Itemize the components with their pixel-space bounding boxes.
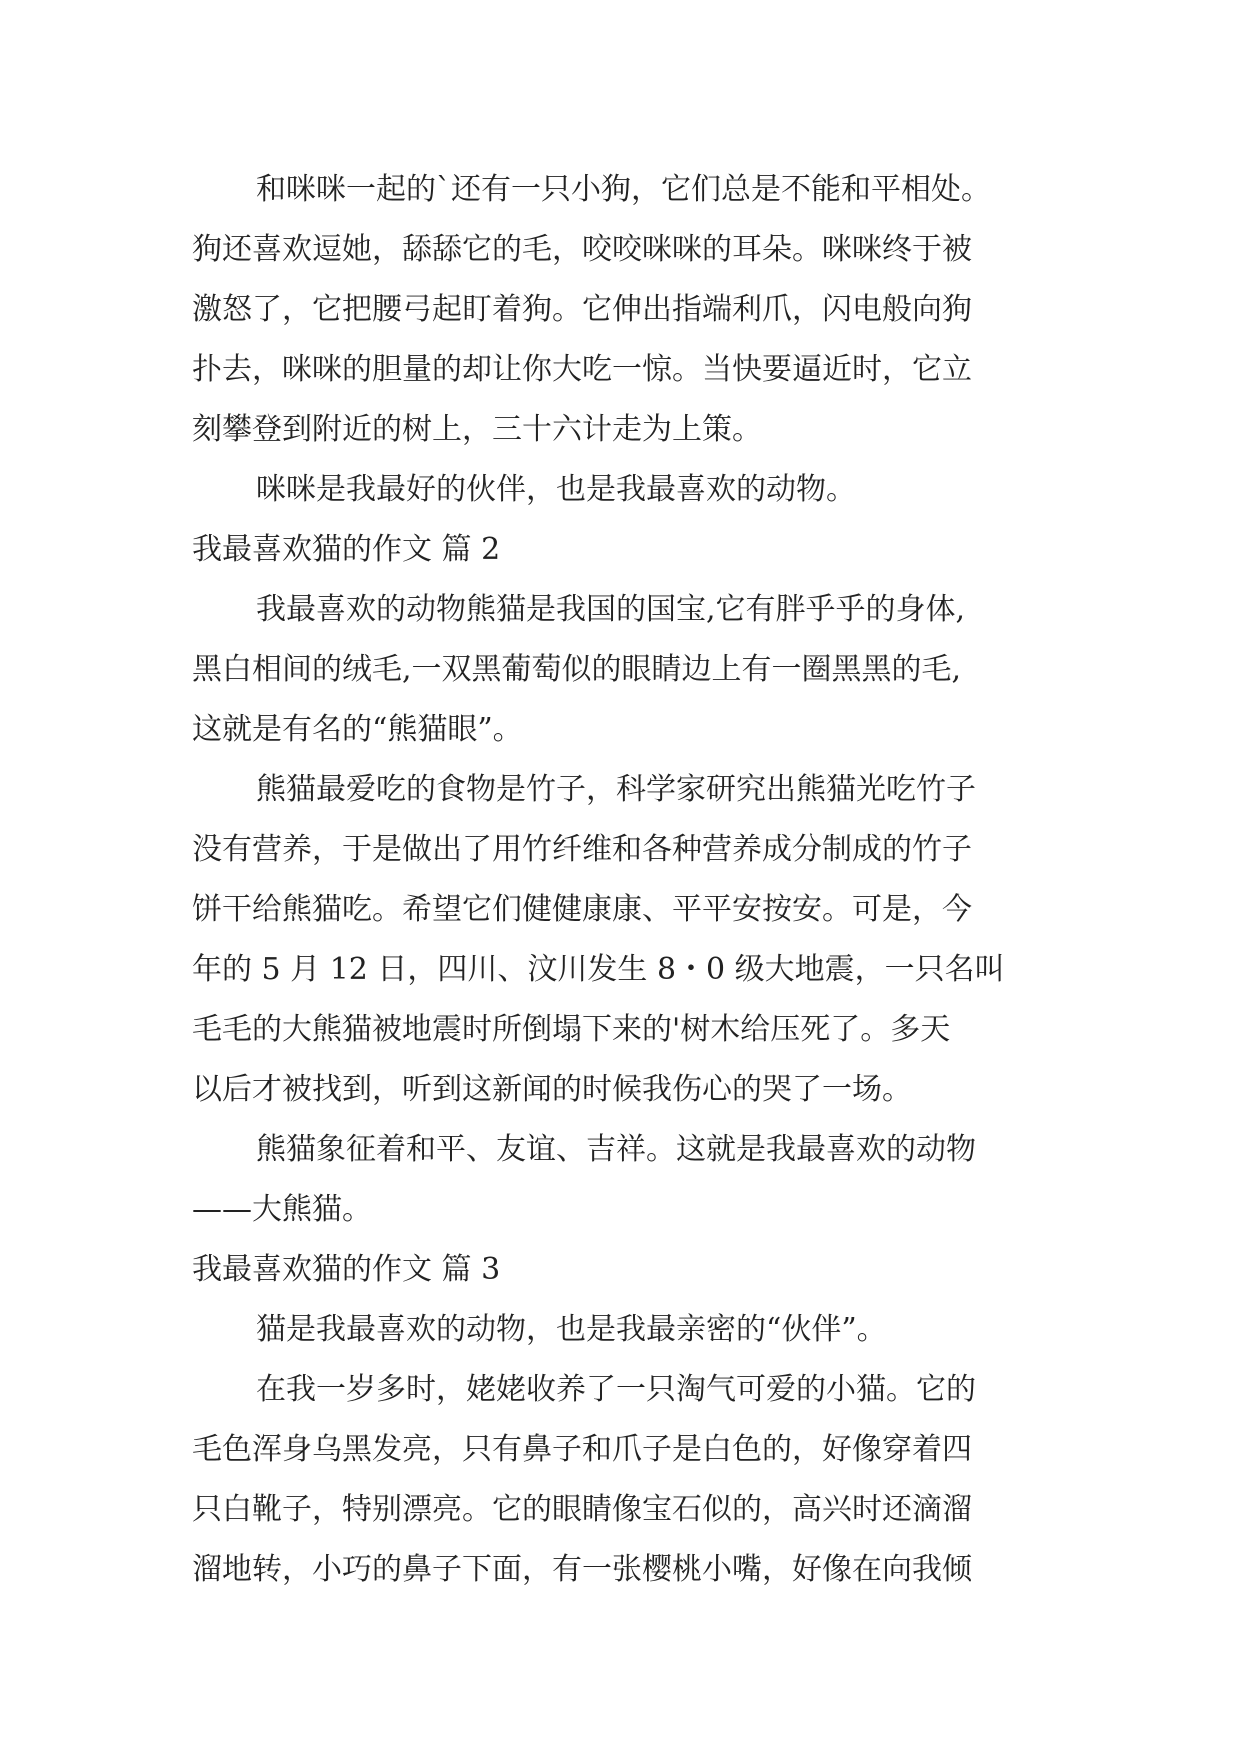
text-line: 饼干给熊猫吃。希望它们健健康康、平平安按安。可是，今 — [192, 892, 972, 927]
text-line: 和咪咪一起的`还有一只小狗，它们总是不能和平相处。 — [256, 172, 991, 207]
text-line: 扑去，咪咪的胆量的却让你大吃一惊。当快要逼近时，它立 — [192, 352, 972, 387]
text-line: 溜地转，小巧的鼻子下面，有一张樱桃小嘴，好像在向我倾 — [192, 1552, 972, 1587]
text-line: 狗还喜欢逗她，舔舔它的毛，咬咬咪咪的耳朵。咪咪终于被 — [192, 232, 972, 267]
text-line: 刻攀登到附近的树上，三十六计走为上策。 — [192, 412, 762, 447]
text-line: 年的 5 月 12 日，四川、汶川发生 8・0 级大地震，一只名叫 — [192, 952, 1005, 987]
text-line: 熊猫象征着和平、友谊、吉祥。这就是我最喜欢的动物 — [256, 1132, 976, 1167]
text-line: 咪咪是我最好的伙伴，也是我最喜欢的动物。 — [256, 472, 856, 507]
text-line: ——大熊猫。 — [192, 1192, 372, 1227]
text-line: 这就是有名的“熊猫眼”。 — [192, 712, 523, 747]
text-line: 猫是我最喜欢的动物，也是我最亲密的“伙伴”。 — [256, 1312, 887, 1347]
text-line: 毛毛的大熊猫被地震时所倒塌下来的'树木给压死了。多天 — [192, 1012, 951, 1047]
section-heading: 我最喜欢猫的作文 篇 3 — [192, 1252, 501, 1287]
text-line: 在我一岁多时，姥姥收养了一只淘气可爱的小猫。它的 — [256, 1372, 976, 1407]
text-line: 我最喜欢的动物熊猫是我国的国宝,它有胖乎乎的身体, — [256, 592, 966, 627]
text-line: 熊猫最爱吃的食物是竹子，科学家研究出熊猫光吃竹子 — [256, 772, 976, 807]
text-line: 毛色浑身乌黑发亮，只有鼻子和爪子是白色的，好像穿着四 — [192, 1432, 972, 1467]
text-line: 黑白相间的绒毛,一双黑葡萄似的眼睛边上有一圈黑黑的毛, — [192, 652, 962, 687]
text-line: 没有营养，于是做出了用竹纤维和各种营养成分制成的竹子 — [192, 832, 972, 867]
text-line: 激怒了，它把腰弓起盯着狗。它伸出指端利爪，闪电般向狗 — [192, 292, 972, 327]
text-line: 以后才被找到，听到这新闻的时候我伤心的哭了一场。 — [192, 1072, 912, 1107]
text-line: 只白靴子，特别漂亮。它的眼睛像宝石似的，高兴时还滴溜 — [192, 1492, 972, 1527]
section-heading: 我最喜欢猫的作文 篇 2 — [192, 532, 501, 567]
document-page — [192, 160, 1052, 1600]
